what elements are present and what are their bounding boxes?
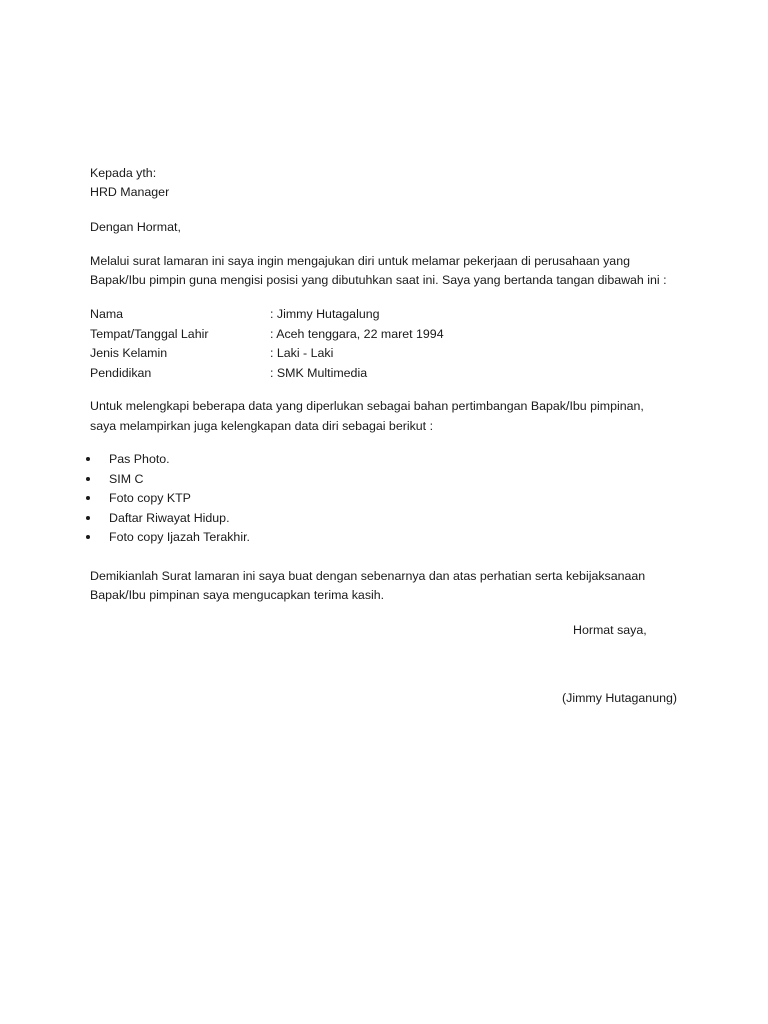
attachments-intro-line-1: Untuk melengkapi beberapa data yang diperlukan sebagai bahan pertimbangan Bapak/Ibu pimpinan, — [90, 399, 644, 413]
bullet-icon — [86, 516, 90, 520]
detail-value: : Laki - Laki — [270, 346, 334, 360]
intro-line-1: Melalui surat lamaran ini saya ingin mengajukan diri untuk melamar pekerjaan di perusahaan yang — [90, 254, 630, 268]
letter-page: Kepada yth: HRD Manager Dengan Hormat, Melalui surat lamaran ini saya ingin mengajukan diri untuk melamar pekerjaan di perusahaan yang Bapak/Ibu pimpin guna mengisi posisi yang dibutuhkan saat ini. Saya yang bertanda tangan dibawah ini : Nama : Jimmy Hutagalung Tempat/Tanggal Lahir : Aceh tenggara, 22 maret 1994 Jenis Kelamin : Laki - Laki Pendidikan : SMK Multimedia Untuk melengkapi beberapa data yang diperlukan sebagai bahan pertimbangan Bapak/Ibu pimpinan, saya melampirkan juga kelengkapan data diri sebagai berikut : Pas Photo. SIM C Foto copy KTP Daftar Riwayat Hidup. Foto copy Ijazah Terakhir. Demikianlah Surat lamaran ini saya buat dengan sebenarnya dan atas perhatian serta kebijaksanaan Bapak/Ibu pimpinan saya mengucapkan terima kasih. Hormat saya, (Jimmy Hutaganung) — [0, 0, 768, 1024]
detail-value: : Aceh tenggara, 22 maret 1994 — [270, 327, 444, 341]
detail-value: : Jimmy Hutagalung — [270, 307, 380, 321]
attachments-intro-line-2: saya melampirkan juga kelengkapan data diri sebagai berikut : — [90, 419, 434, 433]
sign-off: Hormat saya, — [573, 623, 647, 637]
signature-name: (Jimmy Hutaganung) — [562, 691, 678, 705]
bullet-icon — [86, 477, 90, 481]
closing-line-2: Bapak/Ibu pimpinan saya mengucapkan terima kasih. — [90, 588, 385, 602]
bullet-icon — [86, 457, 90, 461]
detail-value: : SMK Multimedia — [270, 366, 368, 380]
detail-label: Jenis Kelamin — [90, 346, 168, 360]
recipient-line-1: Kepada yth: — [90, 166, 157, 180]
closing-line-1: Demikianlah Surat lamaran ini saya buat dengan sebenarnya dan atas perhatian serta kebijaksanaan — [90, 569, 646, 583]
detail-label: Pendidikan — [90, 366, 152, 380]
bullet-icon — [86, 496, 90, 500]
detail-label: Nama — [90, 307, 124, 321]
recipient-line-2: HRD Manager — [90, 185, 170, 199]
detail-label: Tempat/Tanggal Lahir — [90, 327, 209, 341]
intro-line-2: Bapak/Ibu pimpin guna mengisi posisi yang dibutuhkan saat ini. Saya yang bertanda tangan dibawah ini : — [90, 273, 667, 287]
bullet-icon — [86, 535, 90, 539]
greeting: Dengan Hormat, — [90, 220, 181, 234]
